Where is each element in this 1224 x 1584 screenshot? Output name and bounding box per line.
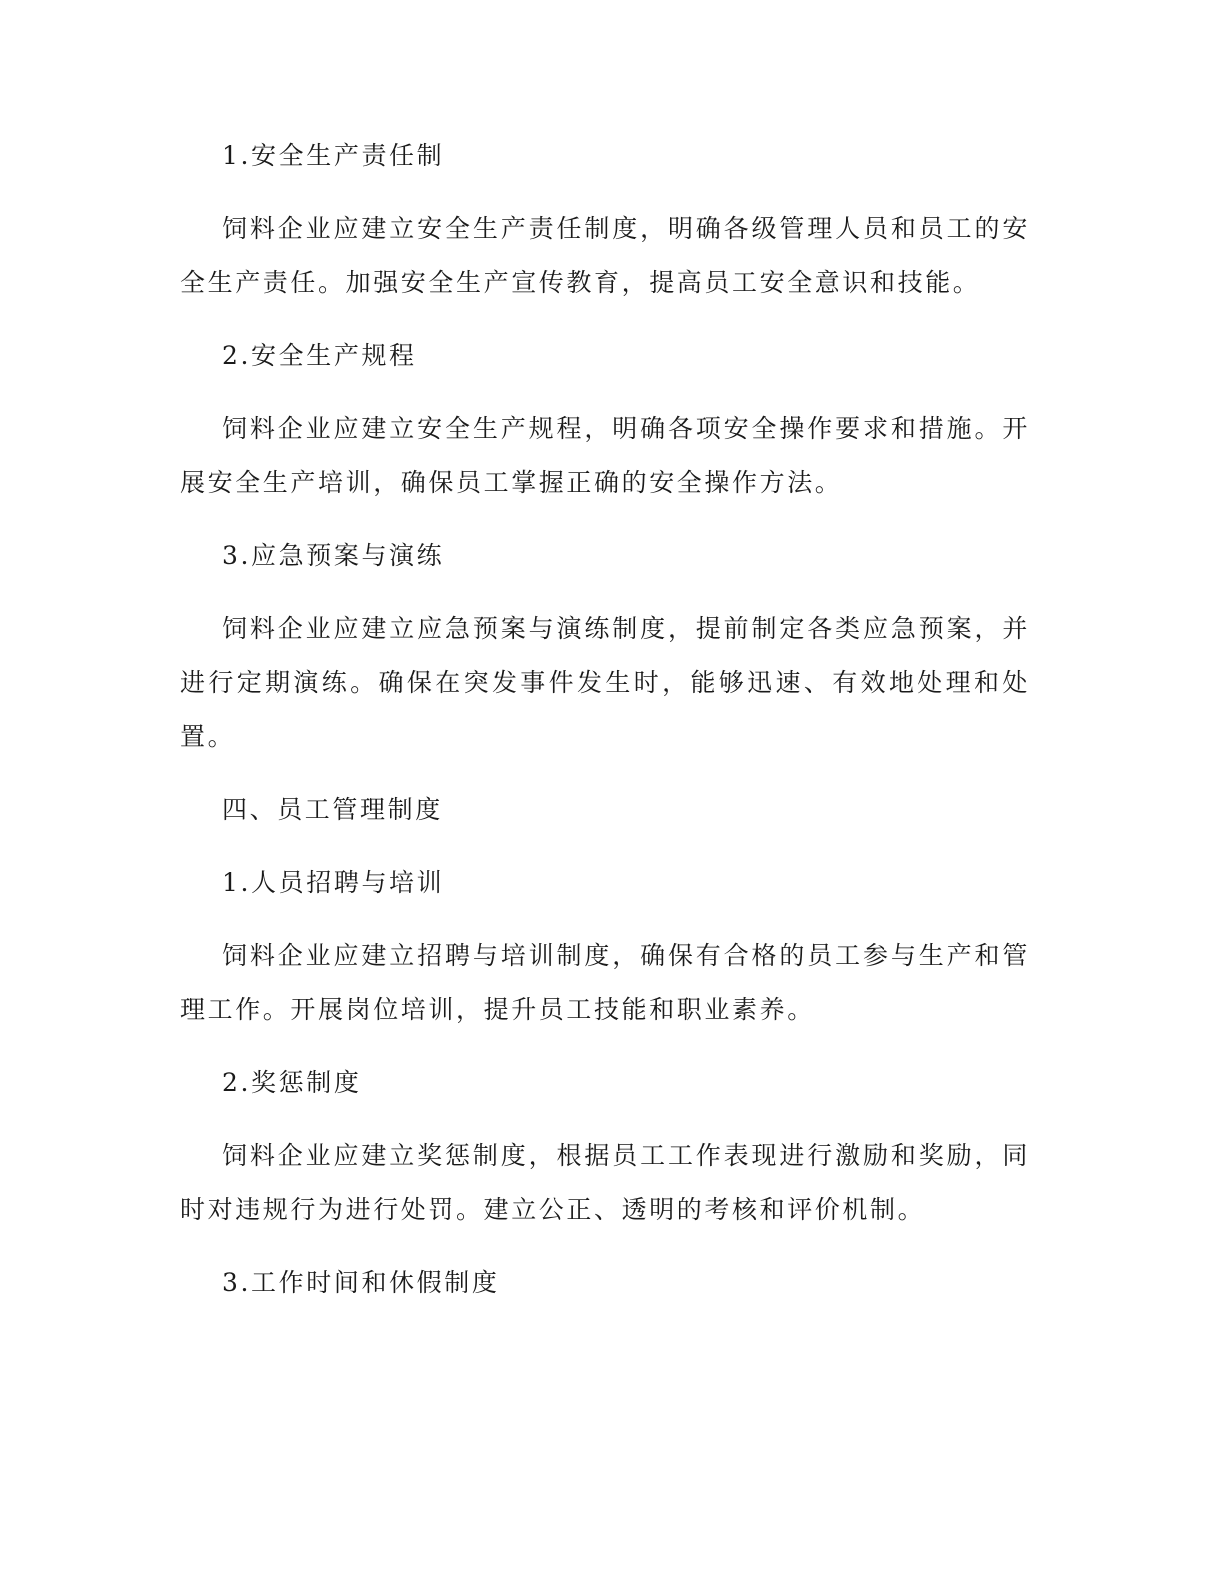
section-heading-safety-responsibility: 1.安全生产责任制 <box>222 141 445 170</box>
section-heading-emergency-plan: 3.应急预案与演练 <box>222 541 445 570</box>
paragraph-safety-responsibility: 饲料企业应建立安全生产责任制度，明确各级管理人员和员工的安全生产责任。加强安全生产宣传教育，提高员工安全意识和技能。 <box>180 214 1030 297</box>
paragraph-safety-regulations: 饲料企业应建立安全生产规程，明确各项安全操作要求和措施。开展安全生产培训，确保员工掌握正确的安全操作方法。 <box>180 414 1030 497</box>
section-heading-working-hours: 3.工作时间和休假制度 <box>222 1268 500 1297</box>
section-heading-recruitment-training: 1.人员招聘与培训 <box>222 868 445 897</box>
paragraph-rewards-penalties: 饲料企业应建立奖惩制度，根据员工工作表现进行激励和奖励，同时对违规行为进行处罚。建立公正、透明的考核和评价机制。 <box>180 1141 1030 1224</box>
document-page <box>180 129 1030 1329</box>
paragraph-recruitment-training: 饲料企业应建立招聘与培训制度，确保有合格的员工参与生产和管理工作。开展岗位培训，提升员工技能和职业素养。 <box>180 941 1030 1024</box>
chapter-heading-staff-management: 四、员工管理制度 <box>222 795 443 824</box>
paragraph-emergency-plan: 饲料企业应建立应急预案与演练制度，提前制定各类应急预案，并进行定期演练。确保在突发事件发生时，能够迅速、有效地处理和处置。 <box>180 614 1030 751</box>
section-heading-safety-regulations: 2.安全生产规程 <box>222 341 417 370</box>
section-heading-rewards-penalties: 2.奖惩制度 <box>222 1068 362 1097</box>
